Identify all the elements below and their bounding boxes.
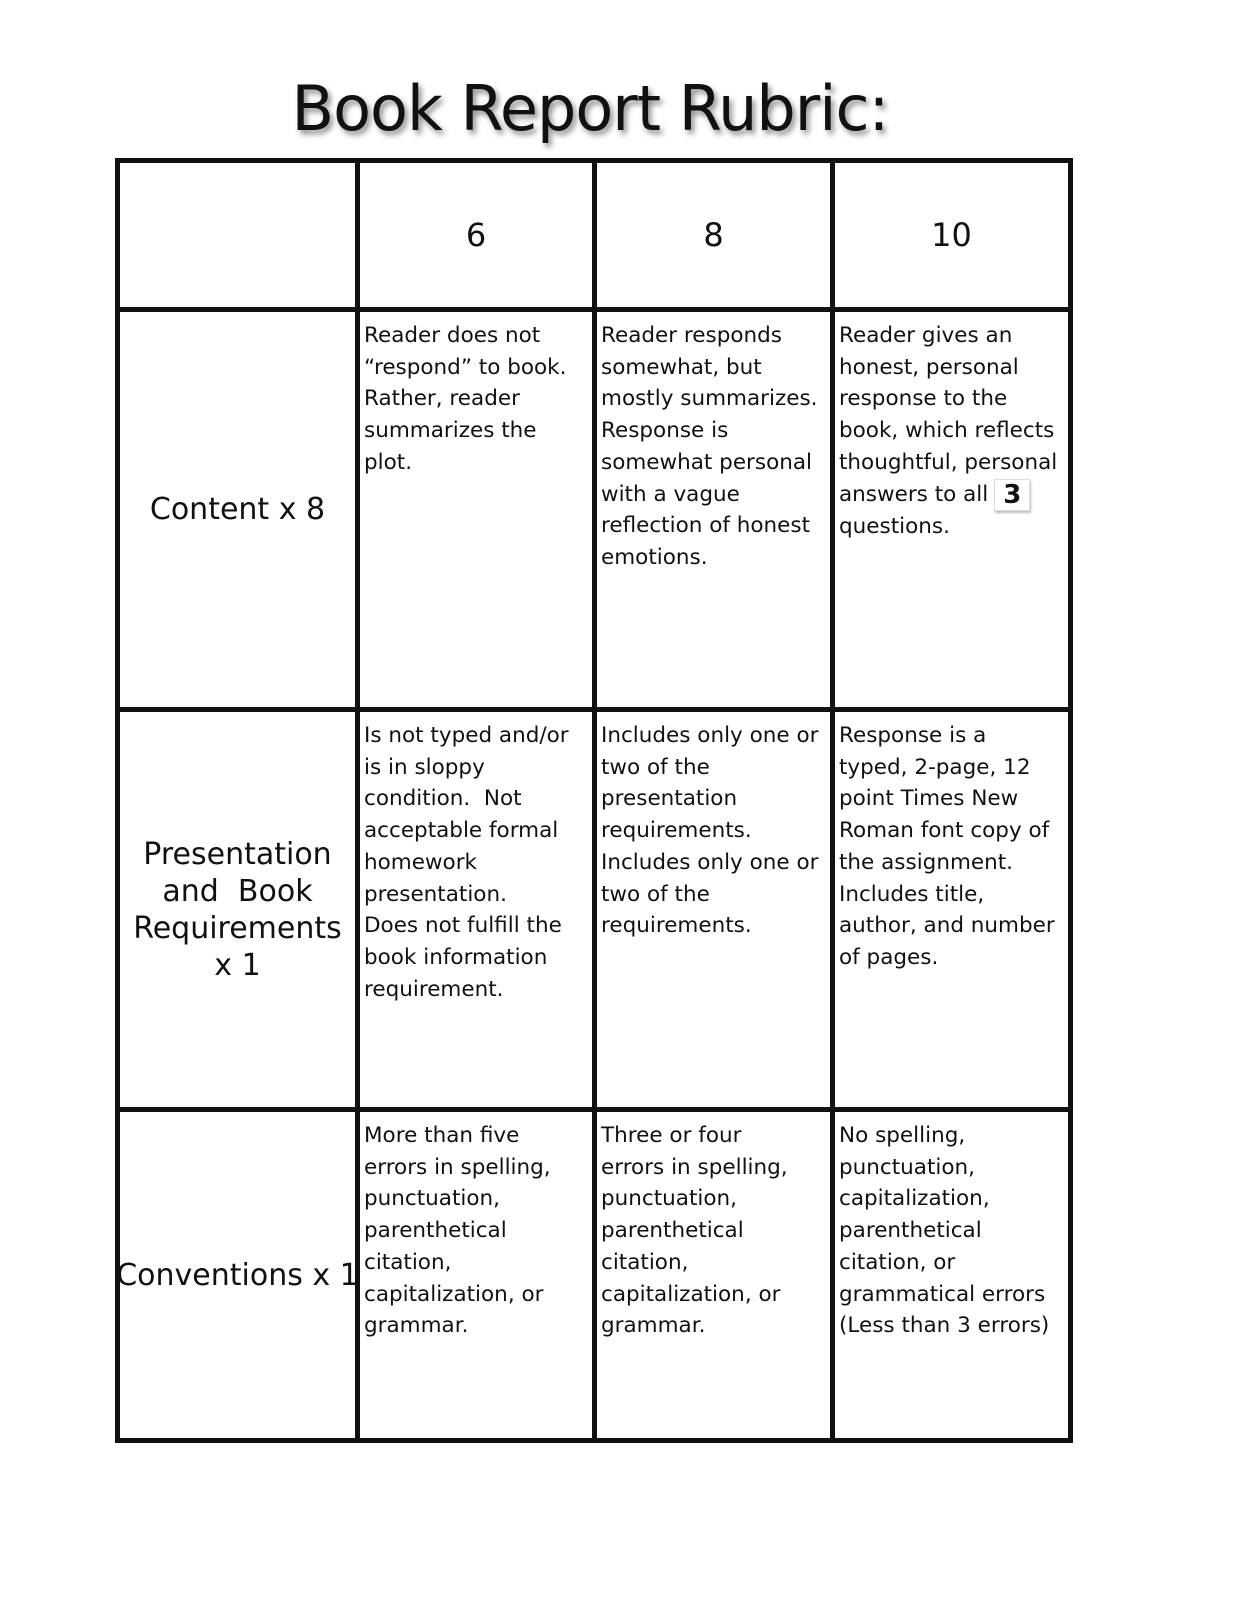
descriptor-line (601, 847, 834, 879)
descriptor-text: two of the (601, 881, 710, 907)
descriptor-cell (597, 1112, 834, 1446)
descriptor-line (601, 447, 834, 479)
descriptor-line (364, 447, 596, 479)
descriptor-line (364, 720, 596, 752)
descriptor-text: emotions. (601, 544, 708, 570)
descriptor-line (364, 352, 596, 384)
descriptor-line (601, 879, 834, 911)
descriptor-text: Reader gives an (839, 323, 1013, 348)
descriptor-text: Reader responds (601, 323, 782, 348)
criterion-label: Presentation (143, 836, 332, 872)
descriptor-line (839, 1120, 1072, 1152)
criterion-label: Conventions x 1 (116, 1257, 359, 1293)
descriptor-cell (835, 1112, 1072, 1446)
descriptor-text: grammar. (601, 1313, 706, 1339)
descriptor-line (839, 447, 1072, 479)
descriptor-text: No spelling, (839, 1123, 966, 1148)
descriptor-text: Roman font copy of (839, 818, 1050, 844)
descriptor-text: errors in spelling, (364, 1154, 551, 1180)
descriptor-line (839, 815, 1072, 847)
descriptor-line (601, 352, 834, 384)
descriptor-line (601, 1279, 834, 1311)
descriptor-text: Response is a (839, 723, 987, 748)
descriptor-line (601, 1152, 834, 1184)
descriptor-text: summarizes the (364, 418, 537, 444)
descriptor-text: Response is (601, 418, 729, 444)
descriptor-line (364, 383, 596, 415)
descriptor-text: errors in spelling, (601, 1154, 788, 1180)
descriptor-line (839, 1247, 1072, 1279)
descriptor-line (601, 720, 834, 752)
descriptor-line (839, 783, 1072, 815)
descriptor-text: Includes only one or (601, 849, 819, 875)
descriptor-text: parenthetical (364, 1218, 507, 1244)
descriptor-text: of pages. (839, 944, 939, 970)
descriptor-text: questions. (839, 513, 950, 539)
descriptor-line (601, 815, 834, 847)
descriptor-line (839, 1310, 1072, 1342)
descriptor-line (601, 1215, 834, 1247)
descriptor-cell (360, 1112, 596, 1446)
descriptor-text: (Less than 3 errors) (839, 1313, 1050, 1339)
descriptor-line (364, 1120, 596, 1152)
descriptor-text: More than five (364, 1123, 520, 1148)
descriptor-line (364, 752, 596, 784)
descriptor-line (601, 383, 834, 415)
descriptor-text: capitalization, or (601, 1281, 781, 1307)
criterion-label: Content x 8 (149, 492, 326, 527)
descriptor-line (364, 847, 596, 879)
descriptor-line (839, 847, 1072, 879)
descriptor-cell (360, 712, 596, 1115)
descriptor-text: honest, personal (839, 354, 1019, 380)
rubric-table (115, 158, 1070, 1443)
descriptor-line (839, 879, 1072, 911)
descriptor-text: presentation. (364, 881, 507, 907)
descriptor-line (364, 974, 596, 1006)
descriptor-text: Three or four (601, 1123, 742, 1148)
descriptor-line (839, 910, 1072, 942)
descriptor-line (601, 510, 834, 542)
descriptor-text: book, which reflects (839, 418, 1055, 444)
descriptor-line (601, 752, 834, 784)
descriptor-line (839, 511, 1072, 543)
descriptor-text: somewhat personal (601, 449, 813, 475)
descriptor-text: two of the (601, 754, 710, 780)
descriptor-cell (835, 712, 1072, 1115)
descriptor-text: Rather, reader (364, 386, 520, 412)
descriptor-text: author, and number (839, 913, 1055, 939)
descriptor-line (839, 479, 1072, 511)
descriptor-line (364, 815, 596, 847)
criterion-label: and Book (162, 873, 313, 909)
descriptor-line (601, 415, 834, 447)
descriptor-line (364, 783, 596, 815)
header-score-8: 8 (703, 216, 724, 254)
descriptor-text: grammatical errors (839, 1281, 1046, 1307)
descriptor-text: response to the (839, 386, 1008, 412)
number-badge: 3 (994, 479, 1030, 511)
descriptor-text: point Times New (839, 786, 1019, 812)
descriptor-text: presentation (601, 786, 738, 812)
descriptor-text: the assignment. (839, 849, 1014, 875)
descriptor-text: “respond” to book. (364, 354, 567, 380)
descriptor-cell (597, 312, 834, 715)
descriptor-text: punctuation, (839, 1154, 975, 1180)
descriptor-text: plot. (364, 449, 413, 475)
descriptor-line (364, 942, 596, 974)
descriptor-line (364, 910, 596, 942)
descriptor-text: acceptable formal (364, 818, 559, 844)
descriptor-text: answers to all (839, 481, 989, 507)
descriptor-text: grammar. (364, 1313, 469, 1339)
descriptor-text: condition. Not (364, 786, 522, 812)
descriptor-cell (597, 712, 834, 1115)
descriptor-line (601, 1310, 834, 1342)
descriptor-text: Includes title, (839, 881, 985, 907)
descriptor-line (839, 1215, 1072, 1247)
descriptor-text: with a vague (601, 481, 740, 507)
descriptor-line (364, 879, 596, 911)
page-title: Book Report Rubric: (291, 72, 889, 145)
descriptor-text: is in sloppy (364, 754, 485, 780)
descriptor-line (839, 720, 1072, 752)
criterion-cell (120, 712, 355, 1107)
criterion-cell (120, 312, 355, 707)
descriptor-line (364, 1152, 596, 1184)
descriptor-line (839, 352, 1072, 384)
descriptor-line (601, 910, 834, 942)
descriptor-line (601, 1120, 834, 1152)
descriptor-text: punctuation, (601, 1186, 737, 1212)
descriptor-line (364, 1183, 596, 1215)
descriptor-text: typed, 2-page, 12 (839, 754, 1031, 780)
descriptor-text: Does not fulfill the (364, 913, 562, 939)
descriptor-text: somewhat, but (601, 354, 762, 380)
descriptor-text: requirement. (364, 976, 504, 1002)
descriptor-text: thoughtful, personal (839, 449, 1058, 475)
descriptor-line (839, 1183, 1072, 1215)
descriptor-text: reflection of honest (601, 513, 811, 539)
descriptor-line (839, 415, 1072, 447)
descriptor-text: requirements. (601, 818, 752, 844)
descriptor-line (364, 1310, 596, 1342)
descriptor-cell (835, 312, 1072, 715)
descriptor-line (601, 320, 834, 352)
descriptor-text: parenthetical (601, 1218, 744, 1244)
descriptor-cell (360, 312, 596, 715)
descriptor-text: Includes only one or (601, 723, 819, 748)
descriptor-text: Reader does not (364, 323, 541, 348)
descriptor-line (364, 320, 596, 352)
descriptor-text: Is not typed and/or (364, 723, 569, 748)
descriptor-line (839, 1152, 1072, 1184)
descriptor-line (364, 1215, 596, 1247)
descriptor-text: citation, or (839, 1249, 956, 1275)
criterion-label: x 1 (214, 947, 261, 983)
descriptor-line (364, 1247, 596, 1279)
descriptor-text: parenthetical (839, 1218, 982, 1244)
descriptor-text: mostly summarizes. (601, 386, 818, 412)
criterion-cell (116, 1112, 359, 1438)
header-score-blank (120, 163, 355, 307)
descriptor-text: book information (364, 944, 548, 970)
header-score-6: 6 (465, 216, 487, 254)
descriptor-text: capitalization, or (364, 1281, 544, 1307)
descriptor-line (839, 320, 1072, 352)
descriptor-line (364, 415, 596, 447)
header-score-10: 10 (931, 216, 972, 254)
descriptor-line (601, 479, 834, 511)
descriptor-text: citation, (601, 1249, 689, 1275)
descriptor-text: requirements. (601, 913, 752, 939)
descriptor-line (601, 783, 834, 815)
descriptor-text: capitalization, (839, 1186, 990, 1212)
descriptor-text: homework (364, 849, 477, 875)
descriptor-text: punctuation, (364, 1186, 500, 1212)
descriptor-line (601, 1247, 834, 1279)
descriptor-line (839, 1279, 1072, 1311)
descriptor-line (839, 752, 1072, 784)
descriptor-line (839, 383, 1072, 415)
descriptor-text: citation, (364, 1249, 452, 1275)
criterion-label: Requirements (133, 910, 342, 946)
descriptor-line (839, 942, 1072, 974)
descriptor-line (601, 542, 834, 574)
descriptor-line (364, 1279, 596, 1311)
descriptor-line (601, 1183, 834, 1215)
